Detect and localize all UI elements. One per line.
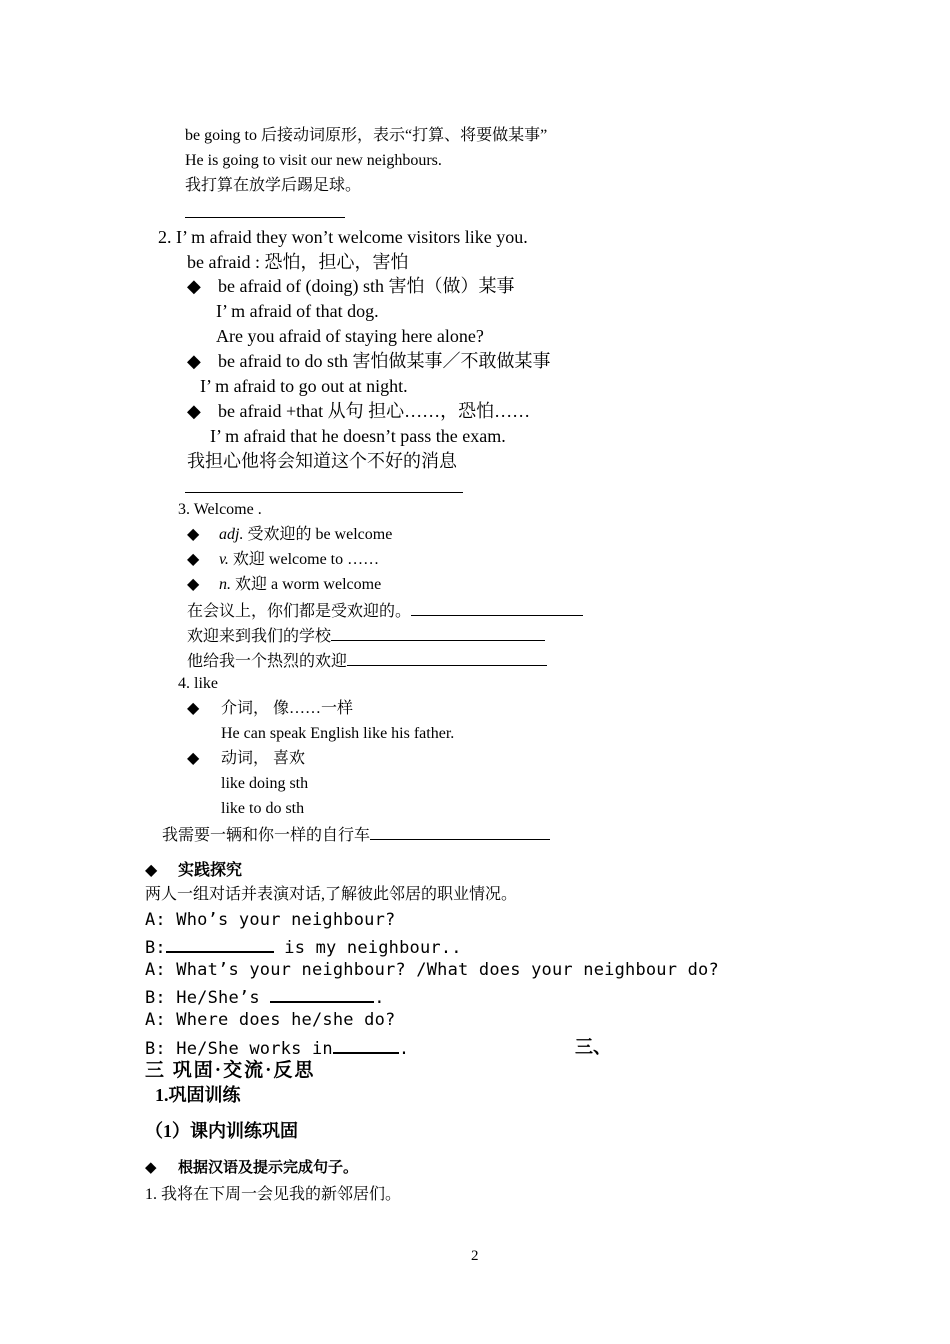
diamond-icon: ◆	[145, 862, 158, 879]
answer-line	[185, 492, 463, 493]
answer-blank[interactable]	[370, 825, 550, 840]
practice-intro: 两人一组对话并表演对话,了解彼此邻居的职业情况。	[145, 886, 518, 903]
section-2-heading: 2. I’ m afraid they won’t welcome visitors like you.	[158, 227, 528, 247]
welcome-task-2: 欢迎来到我们的学校	[187, 626, 545, 645]
answer-blank[interactable]	[347, 651, 547, 666]
afraid-bullet-3: ◆ be afraid +that 从句 担心……，恐怕……	[187, 401, 531, 421]
dialogue-line-5: A: Where does he/she do?	[145, 1010, 396, 1030]
stray-section-number: 三、	[575, 1037, 611, 1057]
welcome-noun: ◆ n. 欢迎 a worm welcome	[187, 576, 382, 593]
instruction-bullet: ◆ 根据汉语及提示完成句子。	[145, 1160, 359, 1176]
diamond-icon: ◆	[187, 750, 200, 767]
answer-line	[185, 217, 345, 218]
afraid-task: 我担心他将会知道这个不好的消息	[187, 451, 457, 471]
afraid-example-3: I’ m afraid to go out at night.	[200, 376, 408, 396]
answer-blank[interactable]	[166, 937, 274, 953]
like-verb: ◆ 动词， 喜欢	[187, 750, 306, 767]
afraid-example-1: I’ m afraid of that dog.	[216, 301, 379, 321]
part-3-title: 三 巩固·交流·反思	[145, 1060, 316, 1081]
diamond-icon: ◆	[187, 276, 201, 296]
afraid-example-4: I’ m afraid that he doesn’t pass the exam.	[210, 426, 506, 446]
practice-heading: ◆ 实践探究	[145, 862, 243, 879]
diamond-icon: ◆	[187, 401, 201, 421]
consolidation-heading: 1.巩固训练	[155, 1085, 241, 1105]
answer-blank[interactable]	[411, 601, 583, 616]
diamond-icon: ◆	[187, 351, 201, 371]
dialogue-line-6: B: He/She works in .	[145, 1039, 410, 1059]
welcome-task-1: 在会议上，你们都是受欢迎的。	[187, 601, 583, 620]
dialogue-line-3: A: What’s your neighbour? /What does your neighbour do?	[145, 960, 719, 980]
like-prep: ◆ 介词， 像……一样	[187, 700, 354, 717]
going-to-task: 我打算在放学后踢足球。	[185, 177, 362, 194]
answer-blank[interactable]	[270, 987, 374, 1003]
diamond-icon: ◆	[145, 1160, 157, 1176]
dialogue-line-1: A: Who’s your neighbour?	[145, 910, 396, 930]
like-prep-example: He can speak English like his father.	[221, 725, 455, 742]
afraid-bullet-2: ◆ be afraid to do sth 害怕做某事／不敢做某事	[187, 351, 551, 371]
like-verb-example-1: like doing sth	[221, 775, 309, 792]
in-class-practice-heading: （1）课内训练巩固	[145, 1121, 298, 1141]
welcome-adj: ◆ adj. 受欢迎的 be welcome	[187, 526, 393, 543]
dialogue-line-4: B: He/She’s .	[145, 988, 385, 1008]
diamond-icon: ◆	[187, 576, 200, 593]
welcome-verb: ◆ v. 欢迎 welcome to ……	[187, 551, 380, 568]
question-1: 1. 我将在下周一会见我的新邻居们。	[145, 1186, 402, 1203]
going-to-example: He is going to visit our new neighbours.	[185, 152, 442, 169]
afraid-example-2: Are you afraid of staying here alone?	[216, 326, 484, 346]
welcome-task-3: 他给我一个热烈的欢迎	[187, 651, 547, 670]
answer-blank[interactable]	[333, 1038, 399, 1054]
afraid-definition: be afraid : 恐怕，担心，害怕	[187, 252, 409, 272]
going-to-rule: be going to 后接动词原形，表示“打算、将要做某事”	[185, 127, 548, 144]
afraid-bullet-1: ◆ be afraid of (doing) sth 害怕（做）某事	[187, 276, 515, 296]
like-task: 我需要一辆和你一样的自行车	[162, 825, 550, 844]
diamond-icon: ◆	[187, 551, 200, 568]
section-3-heading: 3. Welcome .	[178, 501, 262, 518]
dialogue-line-2: B: is my neighbour..	[145, 938, 462, 958]
diamond-icon: ◆	[187, 526, 200, 543]
section-4-heading: 4. like	[178, 675, 218, 692]
page-number: 2	[471, 1248, 479, 1264]
like-verb-example-2: like to do sth	[221, 800, 305, 817]
answer-blank[interactable]	[331, 626, 545, 641]
diamond-icon: ◆	[187, 700, 200, 717]
